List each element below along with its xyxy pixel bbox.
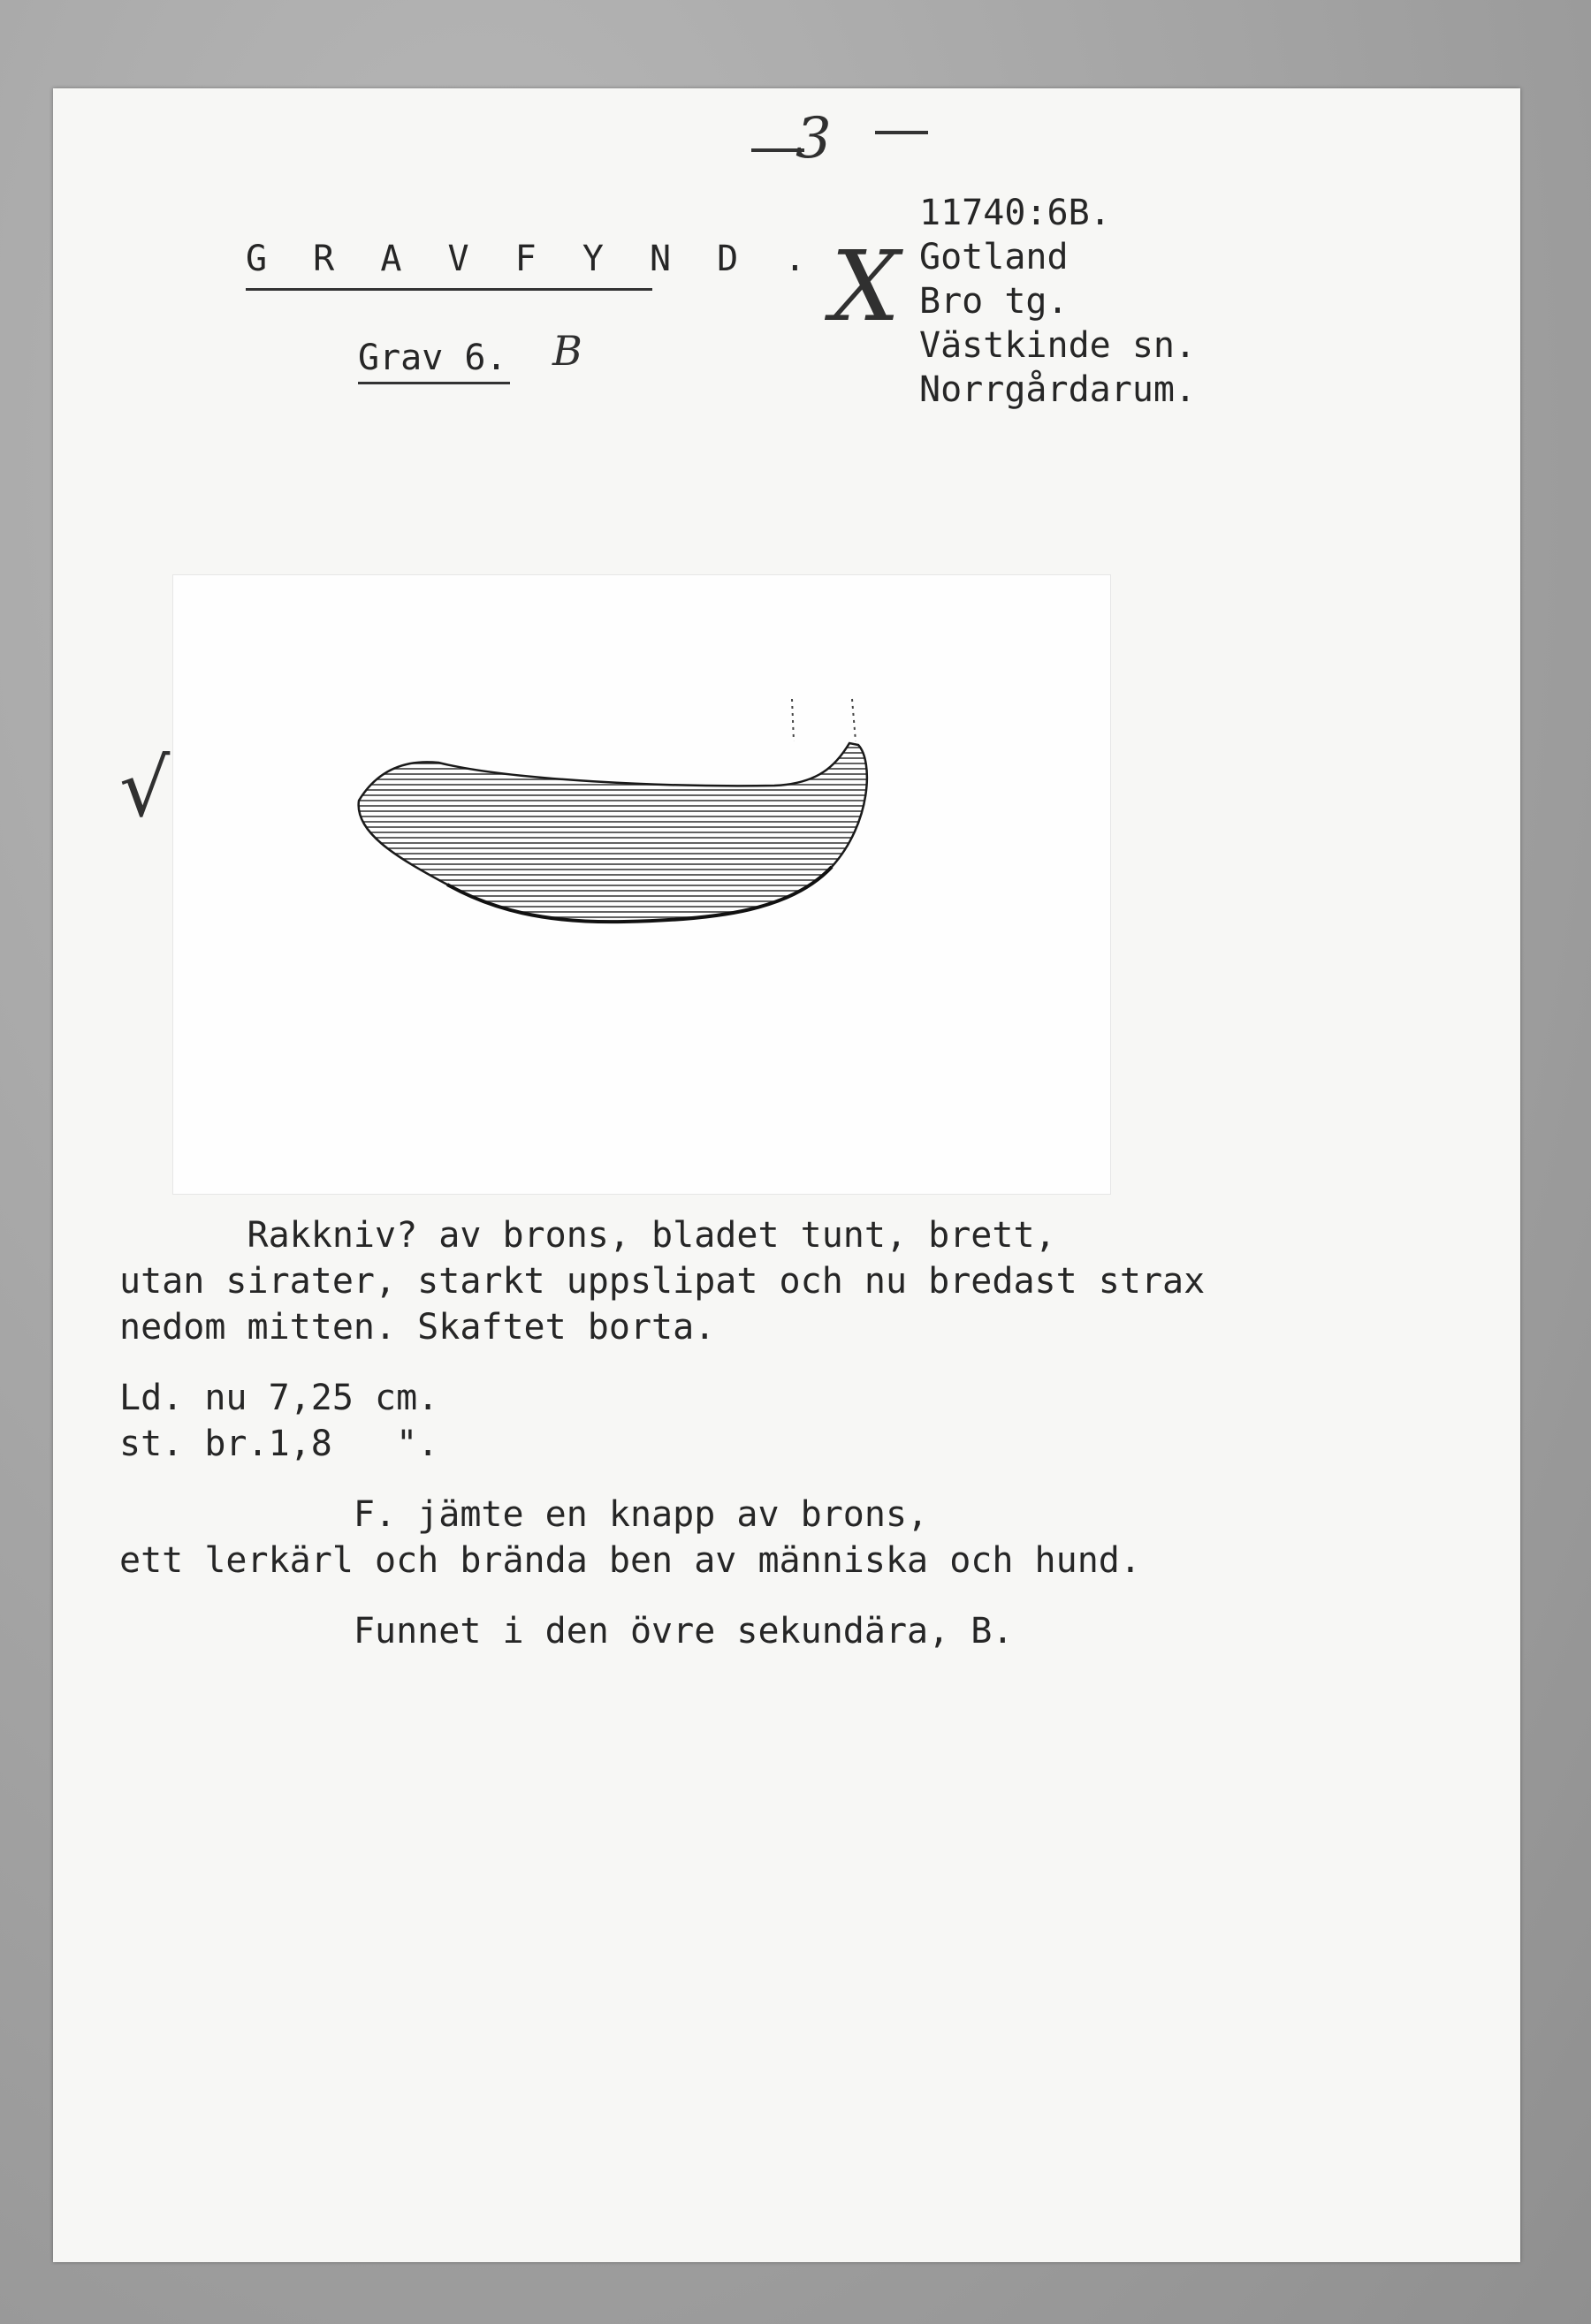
measurement-line: st. br.1,8 ". (119, 1424, 439, 1464)
page-number: 3 (796, 106, 832, 171)
razor-knife-drawing (173, 575, 1110, 1194)
finds-line: ett lerkärl och brända ben av människa och hund. (119, 1540, 1141, 1581)
location-line: Gotland (919, 237, 1069, 277)
description-line: Rakkniv? av brons, bladet tunt, brett, (119, 1215, 1056, 1256)
x-mark: X (831, 230, 901, 343)
finds-line: F. jämte en knapp av brons, (119, 1494, 929, 1535)
artifact-illustration (172, 574, 1111, 1195)
location-line: Bro tg. (919, 281, 1069, 322)
grave-underline (358, 382, 510, 384)
catalog-card (53, 88, 1520, 2262)
grave-suffix-handwritten: B (552, 327, 582, 375)
margin-check-mark: √ (119, 742, 171, 835)
page-number-dash-right (875, 131, 928, 134)
catalog-number: 11740:6B. (919, 193, 1111, 233)
grave-label: Grav 6. (358, 338, 507, 378)
card-title: G R A V F Y N D . (246, 239, 818, 279)
title-underline (246, 288, 652, 291)
description-line: nedom mitten. Skaftet borta. (119, 1307, 716, 1348)
description-line: utan sirater, starkt uppslipat och nu bredast strax (119, 1261, 1206, 1302)
measurement-line: Ld. nu 7,25 cm. (119, 1378, 439, 1418)
location-line: Västkinde sn. (919, 325, 1197, 366)
location-line: Norrgårdarum. (919, 369, 1197, 410)
found-in-line: Funnet i den övre sekundära, B. (119, 1611, 1014, 1652)
